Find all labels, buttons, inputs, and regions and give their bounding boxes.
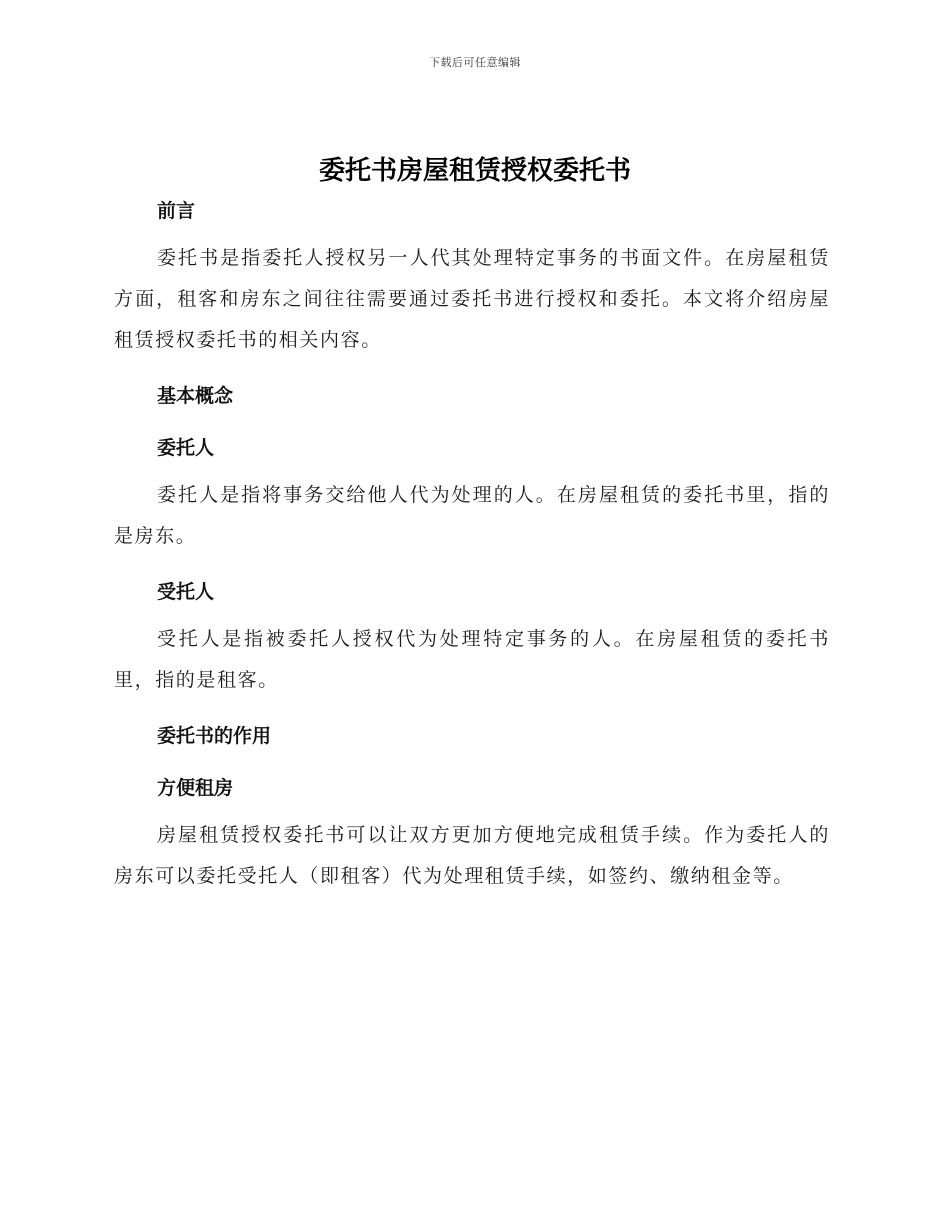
subheading-agent: 受托人 xyxy=(157,581,215,603)
subheading-convenience: 方便租房 xyxy=(157,777,234,799)
document-title: 委托书房屋租赁授权委托书 xyxy=(318,156,631,186)
document-body xyxy=(114,196,830,897)
section-heading-preface: 前言 xyxy=(157,200,196,222)
subheading-principal: 委托人 xyxy=(157,437,215,459)
section-heading-purpose: 委托书的作用 xyxy=(157,725,272,747)
header-note: 下载后可任意编辑 xyxy=(429,56,521,69)
paragraph-convenience: 房屋租赁授权委托书可以让双方更加方便地完成租赁手续。作为委托人的房东可以委托受托人（即租客）代为处理租赁手续，如签约、缴纳租金等。 xyxy=(114,824,830,887)
paragraph-preface: 委托书是指委托人授权另一人代其处理特定事务的书面文件。在房屋租赁方面，租客和房东之间往往需要通过委托书进行授权和委托。本文将介绍房屋租赁授权委托书的相关内容。 xyxy=(114,247,830,351)
paragraph-agent: 受托人是指被委托人授权代为处理特定事务的人。在房屋租赁的委托书里，指的是租客。 xyxy=(114,628,830,691)
section-heading-basic-concepts: 基本概念 xyxy=(157,385,234,407)
paragraph-principal: 委托人是指将事务交给他人代为处理的人。在房屋租赁的委托书里，指的是房东。 xyxy=(114,484,830,547)
